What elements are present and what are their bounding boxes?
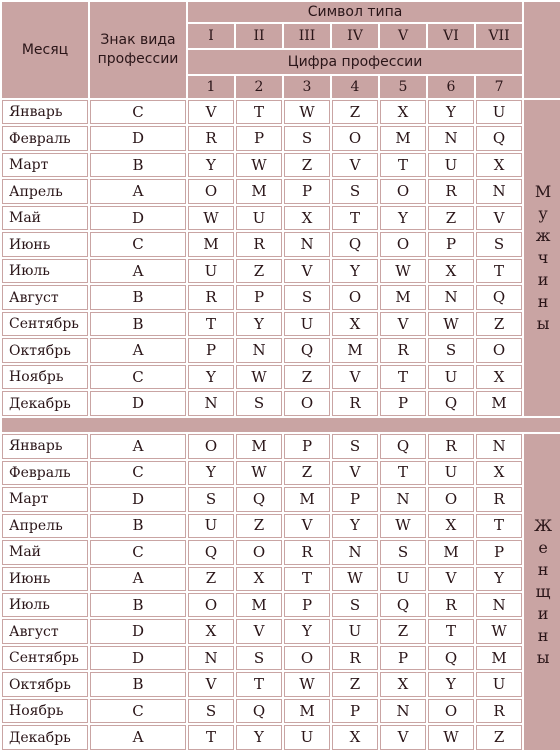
table-row xyxy=(2,699,560,723)
table-row xyxy=(2,179,560,203)
table-row xyxy=(2,312,560,336)
code-cell: Z xyxy=(476,725,522,750)
code-cell: X xyxy=(476,461,522,485)
code-cell: Z xyxy=(188,567,234,591)
code-cell: W xyxy=(380,514,426,538)
code-cell: T xyxy=(236,100,282,124)
table-row xyxy=(2,365,560,389)
profession-digit: 4 xyxy=(332,76,378,98)
sign-cell: А xyxy=(90,338,186,362)
code-cell: W xyxy=(428,312,474,336)
code-cell: V xyxy=(188,100,234,124)
group-separator xyxy=(2,418,560,432)
table-row xyxy=(2,567,560,591)
code-cell: R xyxy=(188,285,234,309)
separator-cell xyxy=(2,418,560,432)
sign-cell: B xyxy=(90,672,186,696)
table-row xyxy=(2,619,560,643)
sign-cell: А xyxy=(90,567,186,591)
profession-digit-header: Цифра профессии xyxy=(188,50,522,74)
side-label-letter: е xyxy=(538,538,548,558)
code-cell: Q xyxy=(428,391,474,415)
code-cell: U xyxy=(476,672,522,696)
table-row xyxy=(2,487,560,511)
code-cell: S xyxy=(476,232,522,256)
code-cell: U xyxy=(428,153,474,177)
side-label-letter: н xyxy=(537,560,549,580)
code-cell: T xyxy=(284,567,330,591)
table-row xyxy=(2,540,560,564)
code-cell: O xyxy=(188,179,234,203)
table-row xyxy=(2,153,560,177)
side-label-letter: ы xyxy=(536,648,550,668)
code-cell: R xyxy=(476,487,522,511)
code-cell: Z xyxy=(380,619,426,643)
code-cell: M xyxy=(428,540,474,564)
code-cell: Z xyxy=(284,461,330,485)
code-cell: Y xyxy=(188,153,234,177)
code-cell: P xyxy=(476,540,522,564)
code-cell: O xyxy=(284,391,330,415)
code-cell: R xyxy=(332,646,378,670)
month-cell: Октябрь xyxy=(2,672,88,696)
sign-cell: B xyxy=(90,285,186,309)
code-cell: P xyxy=(284,434,330,458)
code-cell: P xyxy=(236,126,282,150)
month-cell: Сентябрь xyxy=(2,646,88,670)
side-label-letter: н xyxy=(537,626,549,646)
code-cell: P xyxy=(236,285,282,309)
code-cell: U xyxy=(236,206,282,230)
code-cell: Y xyxy=(188,365,234,389)
code-cell: V xyxy=(476,206,522,230)
sign-cell: С xyxy=(90,540,186,564)
code-cell: R xyxy=(476,699,522,723)
code-cell: M xyxy=(236,434,282,458)
code-cell: Z xyxy=(236,259,282,283)
code-cell: S xyxy=(332,179,378,203)
table-row xyxy=(2,259,560,283)
table-row xyxy=(2,725,560,750)
code-cell: O xyxy=(380,179,426,203)
sign-cell: А xyxy=(90,434,186,458)
sign-cell: С xyxy=(90,461,186,485)
code-cell: T xyxy=(476,514,522,538)
month-cell: Февраль xyxy=(2,126,88,150)
code-cell: X xyxy=(428,259,474,283)
code-cell: T xyxy=(476,259,522,283)
sign-column-header: Знак вида профессии xyxy=(90,2,186,98)
code-cell: X xyxy=(332,725,378,750)
code-cell: P xyxy=(188,338,234,362)
code-cell: P xyxy=(380,646,426,670)
code-cell: O xyxy=(380,232,426,256)
code-cell: Q xyxy=(284,338,330,362)
profession-digit: 7 xyxy=(476,76,522,98)
month-cell: Июнь xyxy=(2,232,88,256)
code-cell: Y xyxy=(380,206,426,230)
side-label-letter: щ xyxy=(535,582,551,602)
code-cell: Q xyxy=(188,540,234,564)
code-cell: N xyxy=(428,126,474,150)
code-cell: X xyxy=(476,365,522,389)
code-cell: W xyxy=(284,100,330,124)
month-cell: Август xyxy=(2,285,88,309)
code-cell: U xyxy=(476,100,522,124)
roman-numeral: III xyxy=(284,24,330,48)
code-cell: Y xyxy=(188,461,234,485)
code-cell: X xyxy=(188,619,234,643)
code-cell: Z xyxy=(284,365,330,389)
code-cell: P xyxy=(428,232,474,256)
month-cell: Июнь xyxy=(2,567,88,591)
code-cell: T xyxy=(380,153,426,177)
code-cell: O xyxy=(236,540,282,564)
code-cell: P xyxy=(332,699,378,723)
table-row xyxy=(2,461,560,485)
code-cell: R xyxy=(236,232,282,256)
roman-numeral: VI xyxy=(428,24,474,48)
code-cell: M xyxy=(332,338,378,362)
code-cell: N xyxy=(476,179,522,203)
code-cell: Q xyxy=(236,699,282,723)
code-cell: Q xyxy=(236,487,282,511)
code-cell: U xyxy=(332,619,378,643)
code-cell: V xyxy=(188,672,234,696)
table-row xyxy=(2,434,560,458)
code-cell: R xyxy=(428,593,474,617)
code-cell: Z xyxy=(332,100,378,124)
code-cell: U xyxy=(284,725,330,750)
code-cell: X xyxy=(476,153,522,177)
code-cell: V xyxy=(380,312,426,336)
code-cell: V xyxy=(332,365,378,389)
code-cell: T xyxy=(236,672,282,696)
code-cell: M xyxy=(236,593,282,617)
code-cell: O xyxy=(332,285,378,309)
code-cell: O xyxy=(332,126,378,150)
month-cell: Апрель xyxy=(2,179,88,203)
table-row xyxy=(2,672,560,696)
code-cell: M xyxy=(284,487,330,511)
side-label-men xyxy=(524,100,560,416)
code-cell: Y xyxy=(236,312,282,336)
sign-cell: D xyxy=(90,646,186,670)
month-cell: Декабрь xyxy=(2,725,88,750)
code-cell: M xyxy=(380,285,426,309)
sign-cell: D xyxy=(90,619,186,643)
code-cell: V xyxy=(332,153,378,177)
code-cell: S xyxy=(236,646,282,670)
code-cell: N xyxy=(188,646,234,670)
code-cell: T xyxy=(428,619,474,643)
sign-cell: B xyxy=(90,593,186,617)
code-cell: Z xyxy=(284,153,330,177)
code-cell: N xyxy=(236,338,282,362)
table-row xyxy=(2,285,560,309)
profession-digit: 6 xyxy=(428,76,474,98)
month-cell: Январь xyxy=(2,100,88,124)
code-cell: X xyxy=(332,312,378,336)
sign-cell: D xyxy=(90,391,186,415)
sign-cell: С xyxy=(90,100,186,124)
code-cell: T xyxy=(332,206,378,230)
table-row xyxy=(2,338,560,362)
code-cell: W xyxy=(236,153,282,177)
sign-cell: А xyxy=(90,179,186,203)
profession-digit: 2 xyxy=(236,76,282,98)
code-cell: N xyxy=(380,487,426,511)
code-cell: Y xyxy=(284,619,330,643)
code-cell: R xyxy=(332,391,378,415)
code-cell: S xyxy=(284,285,330,309)
month-cell: Сентябрь xyxy=(2,312,88,336)
code-cell: O xyxy=(476,338,522,362)
code-cell: S xyxy=(332,593,378,617)
code-cell: R xyxy=(428,179,474,203)
code-cell: W xyxy=(236,461,282,485)
table-row xyxy=(2,514,560,538)
sign-cell: С xyxy=(90,232,186,256)
profession-digit: 3 xyxy=(284,76,330,98)
month-cell: Март xyxy=(2,153,88,177)
month-cell: Август xyxy=(2,619,88,643)
code-cell: Q xyxy=(380,593,426,617)
code-cell: U xyxy=(428,365,474,389)
code-cell: O xyxy=(428,487,474,511)
code-cell: Z xyxy=(428,206,474,230)
code-cell: W xyxy=(476,619,522,643)
code-cell: S xyxy=(332,434,378,458)
code-cell: Z xyxy=(332,672,378,696)
code-cell: X xyxy=(284,206,330,230)
sign-cell: D xyxy=(90,206,186,230)
table-row xyxy=(2,646,560,670)
month-cell: Октябрь xyxy=(2,338,88,362)
table-row xyxy=(2,391,560,415)
code-cell: V xyxy=(284,514,330,538)
code-cell: U xyxy=(188,514,234,538)
code-cell: U xyxy=(188,259,234,283)
code-cell: P xyxy=(332,487,378,511)
roman-numeral: V xyxy=(380,24,426,48)
side-label-letter: и xyxy=(537,269,549,289)
code-cell: Y xyxy=(332,514,378,538)
table-row xyxy=(2,232,560,256)
sign-cell: А xyxy=(90,259,186,283)
code-cell: U xyxy=(380,567,426,591)
code-cell: M xyxy=(188,232,234,256)
code-cell: Q xyxy=(476,126,522,150)
code-cell: T xyxy=(380,461,426,485)
sign-cell: B xyxy=(90,312,186,336)
month-cell: Январь xyxy=(2,434,88,458)
code-cell: W xyxy=(188,206,234,230)
side-label-letter: ж xyxy=(535,225,551,245)
code-cell: N xyxy=(428,285,474,309)
code-cell: W xyxy=(236,365,282,389)
code-cell: V xyxy=(380,725,426,750)
roman-numeral: IV xyxy=(332,24,378,48)
code-cell: N xyxy=(476,434,522,458)
sign-cell: С xyxy=(90,365,186,389)
code-cell: Z xyxy=(236,514,282,538)
code-cell: M xyxy=(476,646,522,670)
code-cell: S xyxy=(380,540,426,564)
code-cell: S xyxy=(188,699,234,723)
code-cell: W xyxy=(284,672,330,696)
month-cell: Апрель xyxy=(2,514,88,538)
code-cell: M xyxy=(284,699,330,723)
code-cell: U xyxy=(428,461,474,485)
code-cell: N xyxy=(332,540,378,564)
code-cell: X xyxy=(236,567,282,591)
code-cell: V xyxy=(428,567,474,591)
month-cell: Февраль xyxy=(2,461,88,485)
code-cell: Q xyxy=(476,285,522,309)
profession-digit: 5 xyxy=(380,76,426,98)
code-cell: P xyxy=(380,391,426,415)
code-cell: M xyxy=(476,391,522,415)
code-cell: T xyxy=(380,365,426,389)
side-label-women xyxy=(524,434,560,750)
code-cell: O xyxy=(428,699,474,723)
side-label-letter: ч xyxy=(537,247,549,267)
code-cell: V xyxy=(284,259,330,283)
code-cell: N xyxy=(284,232,330,256)
side-label-letter: Ж xyxy=(534,516,553,536)
code-cell: X xyxy=(380,672,426,696)
month-cell: Июль xyxy=(2,593,88,617)
code-cell: Y xyxy=(428,672,474,696)
sign-cell: B xyxy=(90,153,186,177)
code-cell: Q xyxy=(380,434,426,458)
code-cell: T xyxy=(188,725,234,750)
code-cell: S xyxy=(188,487,234,511)
sign-cell: B xyxy=(90,514,186,538)
code-cell: T xyxy=(188,312,234,336)
month-column-header: Месяц xyxy=(2,2,88,98)
code-cell: P xyxy=(284,179,330,203)
roman-numeral: VII xyxy=(476,24,522,48)
month-cell: Июль xyxy=(2,259,88,283)
side-label-letter: н xyxy=(537,291,549,311)
code-cell: X xyxy=(428,514,474,538)
code-cell: M xyxy=(380,126,426,150)
month-cell: Декабрь xyxy=(2,391,88,415)
table-row xyxy=(2,126,560,150)
month-cell: Май xyxy=(2,540,88,564)
code-cell: V xyxy=(332,461,378,485)
code-cell: V xyxy=(236,619,282,643)
type-symbol-header: Символ типа xyxy=(188,2,522,22)
side-label-letter: ы xyxy=(536,313,550,333)
code-cell: X xyxy=(380,100,426,124)
code-cell: S xyxy=(284,126,330,150)
code-cell: Q xyxy=(332,232,378,256)
code-cell: R xyxy=(188,126,234,150)
code-cell: U xyxy=(284,312,330,336)
table-row xyxy=(2,100,560,124)
code-cell: M xyxy=(236,179,282,203)
sign-cell: А xyxy=(90,725,186,750)
table-row xyxy=(2,206,560,230)
code-cell: Y xyxy=(236,725,282,750)
code-cell: W xyxy=(332,567,378,591)
side-label-letter: М xyxy=(534,181,552,201)
code-cell: Y xyxy=(476,567,522,591)
code-cell: W xyxy=(380,259,426,283)
code-cell: Y xyxy=(332,259,378,283)
code-cell: R xyxy=(380,338,426,362)
code-cell: P xyxy=(284,593,330,617)
table-row xyxy=(2,593,560,617)
code-cell: O xyxy=(188,593,234,617)
code-cell: Z xyxy=(476,312,522,336)
code-cell: W xyxy=(428,725,474,750)
profession-digit: 1 xyxy=(188,76,234,98)
sign-cell: D xyxy=(90,487,186,511)
code-cell: R xyxy=(428,434,474,458)
month-cell: Май xyxy=(2,206,88,230)
roman-numeral: II xyxy=(236,24,282,48)
code-cell: N xyxy=(188,391,234,415)
sign-cell: С xyxy=(90,699,186,723)
code-cell: S xyxy=(236,391,282,415)
code-cell: O xyxy=(188,434,234,458)
month-cell: Март xyxy=(2,487,88,511)
code-cell: O xyxy=(284,646,330,670)
code-cell: R xyxy=(284,540,330,564)
code-cell: Q xyxy=(428,646,474,670)
month-cell: Ноябрь xyxy=(2,699,88,723)
code-cell: Y xyxy=(428,100,474,124)
code-cell: S xyxy=(428,338,474,362)
month-cell: Ноябрь xyxy=(2,365,88,389)
table-body xyxy=(2,100,560,750)
side-label-letter: у xyxy=(538,203,548,223)
side-label-letter: и xyxy=(537,604,549,624)
code-cell: N xyxy=(476,593,522,617)
roman-numeral: I xyxy=(188,24,234,48)
code-cell: N xyxy=(380,699,426,723)
corner-cell xyxy=(524,2,560,98)
sign-cell: D xyxy=(90,126,186,150)
